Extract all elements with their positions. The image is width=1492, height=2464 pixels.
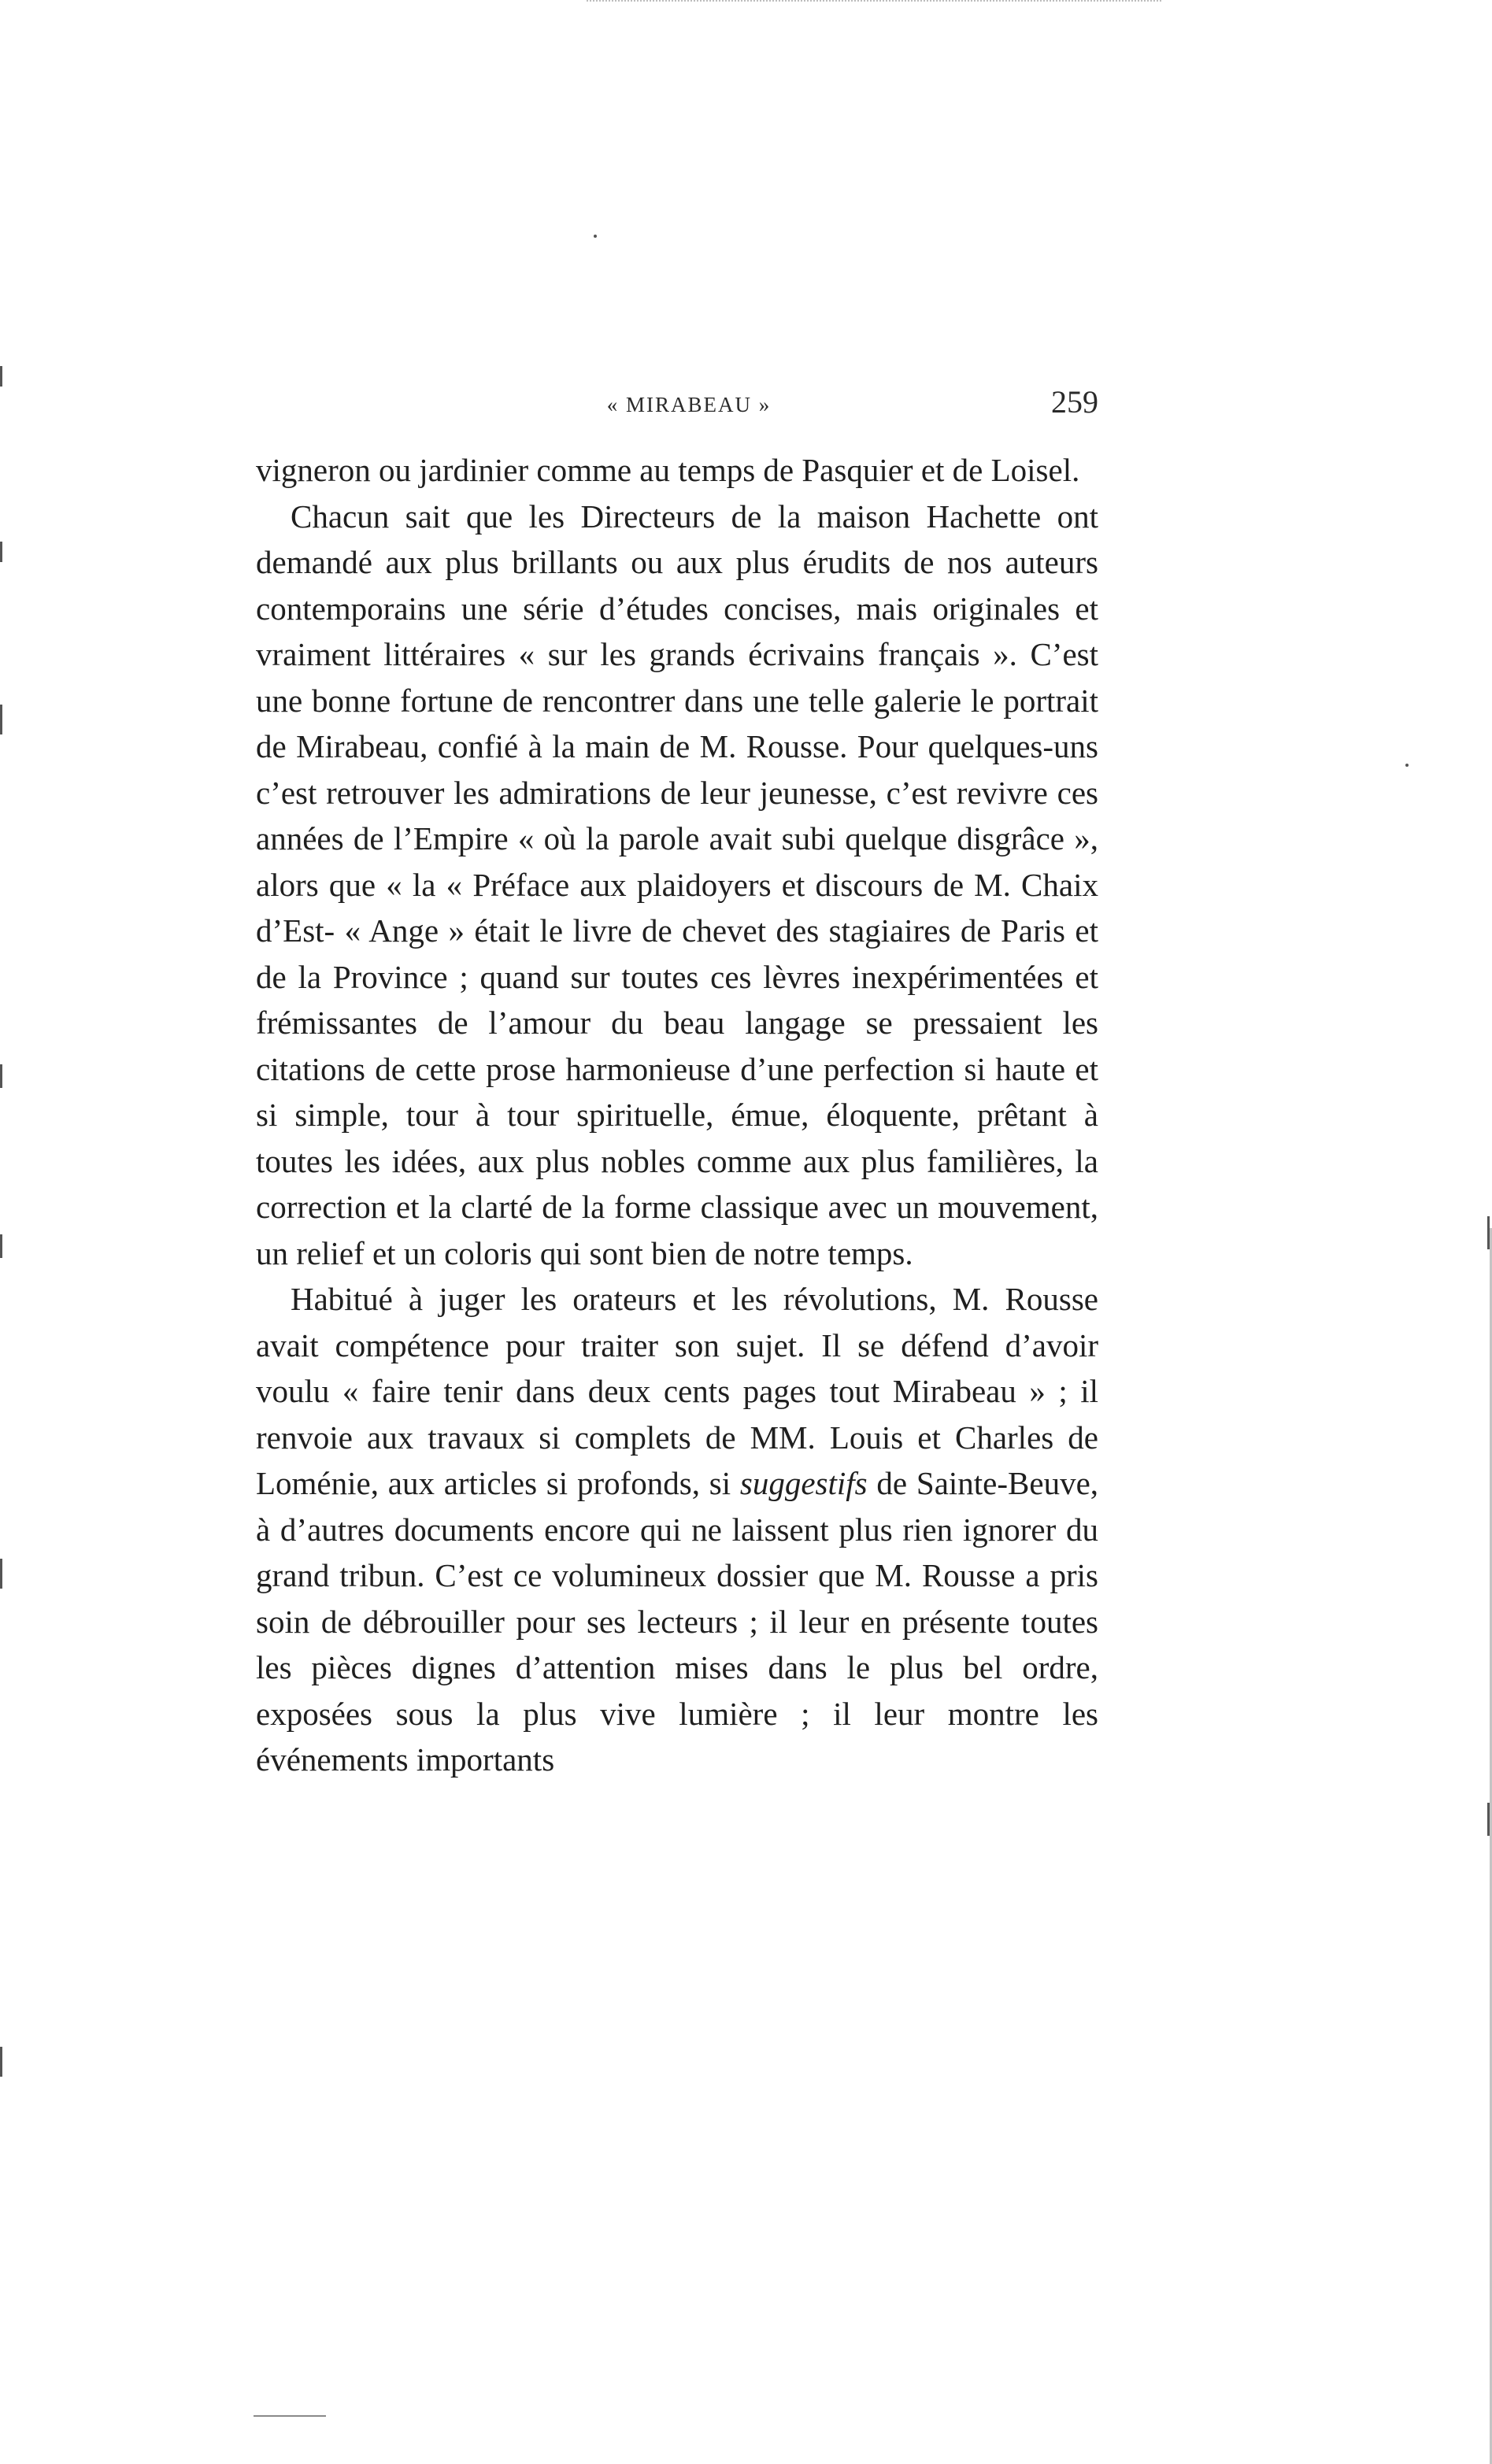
paragraph-3-part-2: de Sainte-Beuve, à d’autres documents encore qui ne laissent plus rien ignorer du grand tribun. C’est ce volumineux dossier que M. Rousse a pris soin de débrouiller pour ses lecteurs ; il leur en présente toutes les pièces dignes d’attention mises dans le plus bel ordre, exposées sous la plus vive lumière ; il leur montre les événements importants xyxy=(256,1465,1099,1778)
left-margin-mark xyxy=(0,705,2,734)
paragraph-3 xyxy=(256,1276,1098,1783)
body-text xyxy=(256,447,1098,1783)
left-margin-mark xyxy=(0,2047,2,2077)
paper-speck xyxy=(1405,764,1409,767)
left-margin-mark xyxy=(0,1559,2,1589)
bottom-rule xyxy=(254,2415,326,2417)
paper-speck xyxy=(594,235,597,238)
paragraph-2: Chacun sait que les Directeurs de la maison Hachette ont demandé aux plus brillants ou aux plus érudits de nos auteurs contemporains une série d’études concises, mais originales et vraiment littéraires « sur les grands écrivains français ». C’est une bonne fortune de rencontrer dans une telle galerie le portrait de Mirabeau, confié à la main de M. Rousse. Pour quelques-uns c’est retrouver les admirations de leur jeunesse, c’est revivre ces années de l’Empire « où la parole avait subi quelque disgrâce », alors que « la « Préface aux plaidoyers et discours de M. Chaix d’Est- « Ange » était le livre de chevet des stagiaires de Paris et de la Province ; quand sur toutes ces lèvres inexpérimentées et frémissantes de l’amour du beau langage se pressaient les citations de cette prose harmonieuse d’une perfection si haute et si simple, tour à tour spirituelle, émue, éloquente, prêtant à toutes les idées, aux plus nobles comme aux plus familières, la correction et la clarté de la forme classique avec un mouvement, un relief et un coloris qui sont bien de notre temps. xyxy=(256,498,1098,1271)
left-margin-mark xyxy=(0,1234,2,1258)
top-edge-rule xyxy=(587,0,1161,4)
italic-word-suggestifs: suggestifs xyxy=(739,1465,868,1501)
left-margin-mark xyxy=(0,366,2,387)
page-number: 259 xyxy=(1051,384,1098,420)
left-margin-mark xyxy=(0,1064,2,1088)
paragraph-3-part-1: Habitué à juger les orateurs et les révolutions, M. Rousse avait compétence pour traiter son sujet. Il se défend d’avoir voulu « faire tenir dans deux cents pages tout Mirabeau » ; il renvoie aux travaux si complets de MM. Louis et Charles de Loménie, aux articles si profonds, si xyxy=(256,1281,1098,1501)
left-margin-mark xyxy=(0,542,2,562)
running-title: « MIRABEAU » xyxy=(606,393,772,416)
paragraph-1: vigneron ou jardinier comme au temps de Pasquier et de Loisel. xyxy=(256,452,1080,488)
running-head xyxy=(256,383,1098,431)
